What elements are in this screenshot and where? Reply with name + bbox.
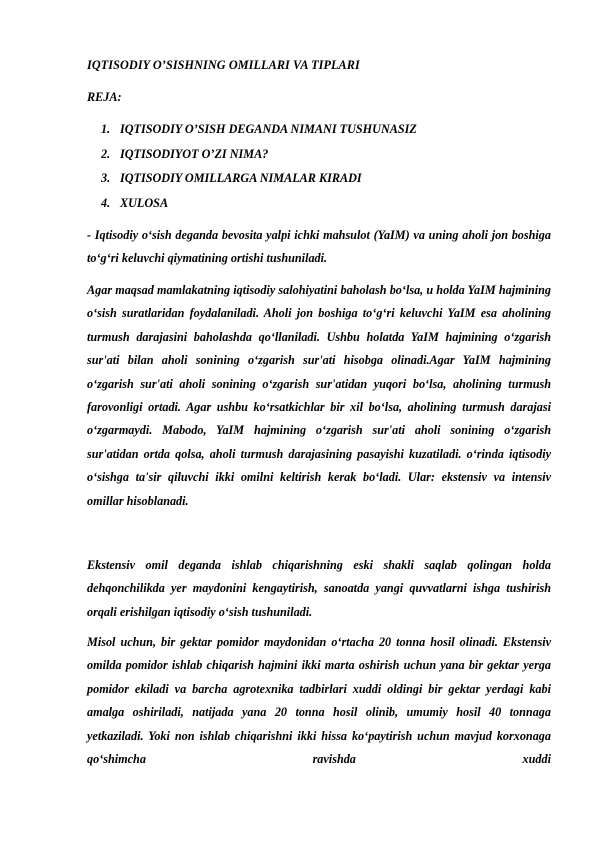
plan-item-text: IQTISODIY O’SISH DEGANDA NIMANI TUSHUNASIZ [120, 122, 417, 136]
plan-item-text: XULOSA [120, 195, 169, 210]
paragraph-extensive-factor: Ekstensiv omil deganda ishlab chiqarishning eski shakli saqlab qolingan holda dehqonchilikda yer maydonini kengaytirish, sanoatda yangi quvvatlarni ishga tushirish orqali erishilgan iqtisodiy o‘sish tushuniladi. [87, 558, 551, 619]
plan-item-number: 1. [101, 122, 111, 136]
plan-item [101, 145, 417, 170]
document-title: IQTISODIY O’SISHNING OMILLARI VA TIPLARI [87, 58, 360, 72]
plan-heading: REJA: [87, 90, 122, 104]
plan-item-number: 2. [101, 146, 111, 161]
paragraph-definition: - Iqtisodiy o‘sish deganda bevosita yalpi ichki mahsulot (YaIM) va uning aholi jon boshiga to‘g‘ri keluvchi qiymatining ortishi tushuniladi. [87, 228, 551, 266]
plan-item [101, 194, 417, 219]
plan-item [101, 120, 417, 145]
plan-item [101, 169, 417, 194]
paragraph-example: Misol uchun, bir gektar pomidor maydonidan o‘rtacha 20 tonna hosil olinadi. Ekstensiv omilda pomidor ishlab chiqarish hajmini ikki marta oshirish uchun yana bir gektar yerga pomidor ekiladi va barcha agrotexnika tadbirlari xuddi oldingi bir gektar yerdagi kabi amalga oshiriladi, natijada yana 20 tonna hosil olinib, umumiy hosil 40 tonnaga yetkaziladi. Yoki non ishlab chiqarishni ikki hissa ko‘paytirish uchun mavjud korxonaga qo‘shimcha ravishda xuddi [87, 635, 551, 767]
plan-list [101, 120, 417, 218]
plan-item-text: IQTISODIYOT O’ZI NIMA? [120, 146, 269, 161]
plan-item-number: 4. [101, 195, 111, 210]
plan-item-number: 3. [101, 171, 111, 185]
paragraph-indicators: Agar maqsad mamlakatning iqtisodiy salohiyatini baholash bo‘lsa, u holda YaIM hajmining o‘sish suratlaridan foydalaniladi. Aholi jon boshiga to‘g‘ri keluvchi YaIM esa aholining turmush darajasini baholashda qo‘llaniladi. Ushbu holatda YaIM hajmining o‘zgarish sur'ati bilan aholi sonining o‘zgarish sur'ati hisobga olinadi.Agar YaIM hajmining o‘zgarish sur'ati aholi sonining o‘zgarish sur'atidan yuqori bo‘lsa, aholining turmush farovonligi ortadi. Agar ushbu ko‘rsatkichlar bir xil bo‘lsa, aholining turmush darajasi o‘zgarmaydi. Mabodo, YaIM hajmining o‘zgarish sur'ati aholi sonining o‘zgarish sur'atidan ortda qolsa, aholi turmush darajasining pasayishi kuzatiladi. o‘rinda iqtisodiy o‘sishga ta'sir qiluvchi ikki omilni keltirish kerak bo‘ladi. Ular: ekstensiv va intensiv omillar hisoblanadi. [87, 283, 551, 508]
plan-item-text: IQTISODIY OMILLARGA NIMALAR KIRADI [120, 171, 362, 185]
